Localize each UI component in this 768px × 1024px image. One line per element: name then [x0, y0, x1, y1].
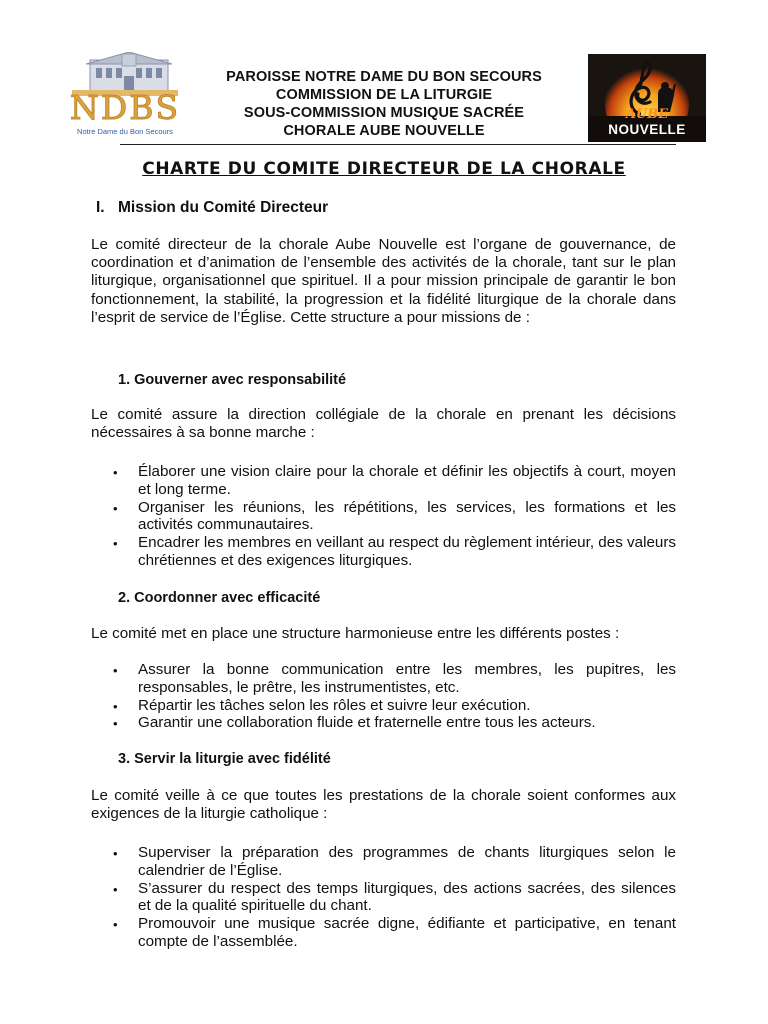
header-divider	[120, 144, 676, 145]
list-item-text: Garantir une collaboration fluide et fraternelle entre tous les acteurs.	[138, 714, 596, 732]
list-item	[91, 463, 676, 499]
bullet-icon: •	[113, 663, 118, 678]
header-line-choir: CHORALE AUBE NOUVELLE	[283, 123, 485, 139]
subsection-text-coordinate: Le comité met en place une structure harmonieuse entre les différents postes :	[91, 625, 620, 642]
nouvelle-word: NOUVELLE	[608, 122, 686, 137]
list-item	[91, 880, 676, 916]
header-line-commission: COMMISSION DE LA LITURGIE	[275, 87, 493, 103]
subsection-heading-liturgy: 3. Servir la liturgie avec fidélité	[118, 751, 331, 767]
list-item	[91, 915, 676, 951]
list-item-text: Élaborer une vision claire pour la chorale et définir les objectifs à court, moyen et long terme.	[138, 463, 676, 498]
bullet-icon: •	[113, 716, 118, 732]
bullet-list-coordinate	[91, 661, 676, 732]
section-heading	[96, 199, 328, 217]
list-item-text: Promouvoir une musique sacrée digne, édifiante et participative, en tenant compte de l’assemblée.	[138, 915, 676, 950]
list-item-text: Répartir les tâches selon les rôles et suivre leur exécution.	[138, 696, 531, 714]
intro-paragraph: Le comité directeur de la chorale Aube Nouvelle est l’organe de gouvernance, de coordination et d’animation de l’ensemble des activités de la chorale, tant sur le plan liturgique, organisationnel que spirituel. Il a pour mission principale de garantir le bon fonctionnement, la stabilité, la progression et la fidélité liturgique de la chorale dans l’esprit de service de l’Église. Cette structure a pour missions de :	[91, 236, 676, 326]
bullet-icon: •	[113, 536, 118, 552]
bullet-icon: •	[113, 917, 118, 933]
list-item	[91, 534, 676, 570]
ndbs-caption: Notre Dame du Bon Secours	[77, 127, 173, 136]
bullet-icon: •	[113, 846, 118, 861]
ndbs-monogram: NDBS	[69, 88, 181, 127]
document-title: CHARTE DU COMITE DIRECTEUR DE LA CHORALE	[142, 159, 626, 179]
list-item-text: Assurer la bonne communication entre les membres, les pupitres, les responsables, le prêtre, les instrumentistes, etc.	[138, 661, 676, 696]
aube-nouvelle-logo	[588, 54, 706, 142]
list-item	[91, 697, 676, 715]
bullet-icon: •	[113, 881, 118, 897]
list-item-text: Superviser la préparation des programmes de chants liturgiques selon le calendrier de l’Église.	[138, 844, 676, 879]
list-item	[91, 844, 676, 880]
list-item-text: Encadrer les membres en veillant au respect du règlement intérieur, des valeurs chrétiennes et des exigences liturgiques.	[138, 534, 676, 569]
section-title: Mission du Comité Directeur	[118, 199, 329, 216]
ndbs-logo	[66, 52, 184, 138]
header-line-subcommission: SOUS-COMMISSION MUSIQUE SACRÉE	[243, 105, 525, 121]
list-item-text: S’assurer du respect des temps liturgiques, des actions sacrées, des silences et de la qualité spirituelle du chant.	[138, 879, 676, 915]
bullet-icon: •	[113, 465, 118, 480]
header-block	[185, 68, 583, 140]
subsection-heading-coordinate: 2. Coordonner avec efficacité	[118, 590, 321, 606]
list-item-text: Organiser les réunions, les répétitions, les services, les formations et les activités communautaires.	[138, 498, 676, 534]
aube-word: AUBE	[625, 107, 669, 122]
list-item	[91, 714, 676, 732]
bullet-icon: •	[113, 500, 118, 516]
list-item	[91, 499, 676, 535]
list-item	[91, 661, 676, 697]
bullet-list-govern	[91, 463, 676, 570]
section-number: I.	[96, 199, 105, 216]
subsection-heading-govern: 1. Gouverner avec responsabilité	[118, 372, 347, 388]
bullet-list-liturgy	[91, 844, 676, 951]
subsection-text-govern: Le comité assure la direction collégiale de la chorale en prenant les décisions nécessaires à sa bonne marche :	[91, 406, 676, 442]
subsection-text-liturgy: Le comité veille à ce que toutes les prestations de la chorale soient conformes aux exigences de la liturgie catholique :	[91, 787, 676, 823]
header-line-parish: PAROISSE NOTRE DAME DU BON SECOURS	[226, 69, 542, 85]
bullet-icon: •	[113, 698, 118, 714]
